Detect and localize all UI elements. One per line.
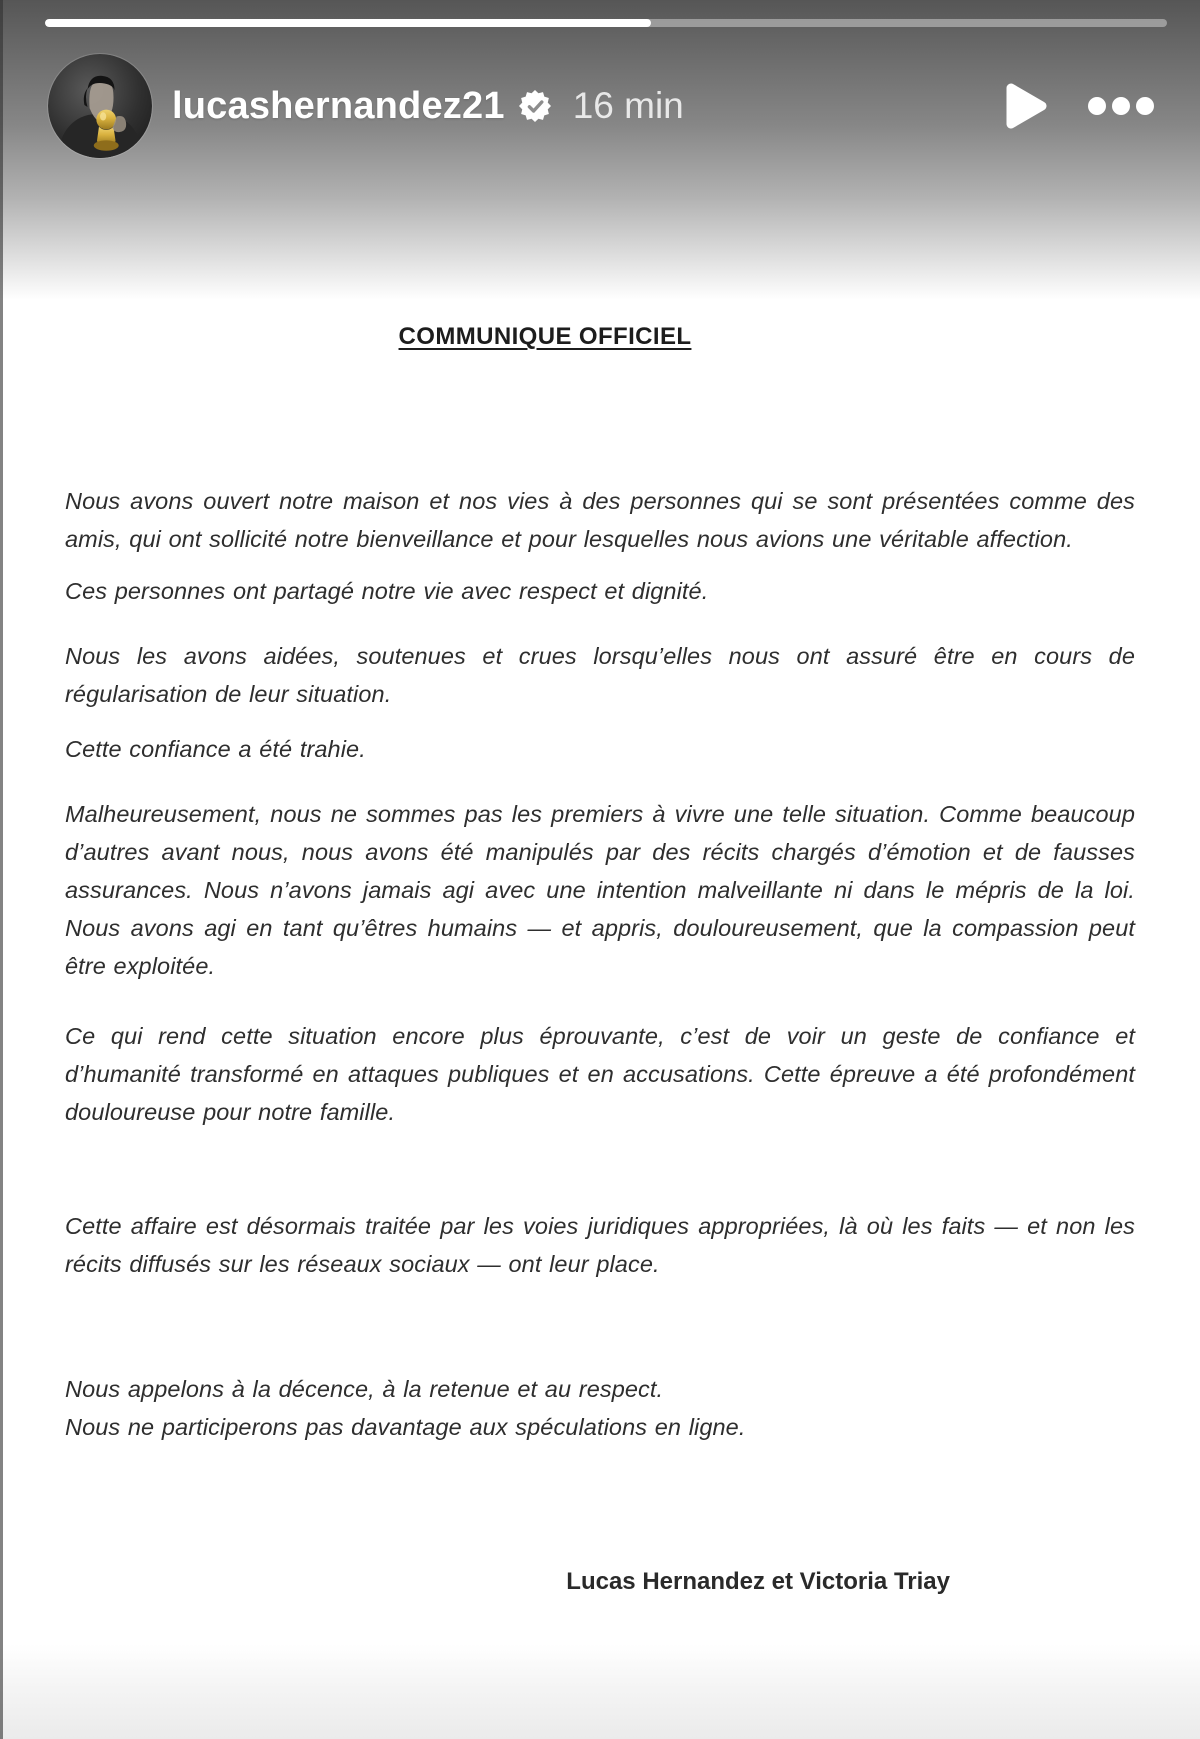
statement-paragraph: Nous les avons aidées, soutenues et crues lorsqu’elles nous ont assuré être en cours de régularisation de leur situation. xyxy=(65,643,1135,707)
username[interactable]: lucashernandez21 xyxy=(172,84,505,127)
statement-signature: Lucas Hernandez et Victoria Triay xyxy=(566,1568,950,1595)
verified-badge-icon xyxy=(519,90,551,122)
story-progress-fill xyxy=(45,19,651,27)
story-progress-bar xyxy=(45,19,1167,27)
statement-paragraph: Ce qui rend cette situation encore plus éprouvante, c’est de voir un geste de confiance et d’humanité transformé en attaques publiques et en accusations. Cette épreuve a été profondément douloureuse pour notre famille. xyxy=(65,1023,1135,1125)
story-user-row xyxy=(48,54,1160,158)
statement-paragraph: Nous avons ouvert notre maison et nos vies à des personnes qui se sont présentées comme des amis, qui ont sollicité notre bienveillance et pour lesquelles nous avions une véritable affection. xyxy=(65,488,1135,552)
avatar[interactable] xyxy=(48,54,152,158)
statement-paragraph: Cette affaire est désormais traitée par les voies juridiques appropriées, là où les faits — et non les récits diffusés sur les réseaux sociaux — ont leur place. xyxy=(65,1213,1135,1277)
statement-paragraph: Nous appelons à la décence, à la retenue et au respect. xyxy=(65,1376,664,1402)
story-header xyxy=(0,0,1200,300)
more-options-icon[interactable] xyxy=(1088,91,1154,121)
statement-body xyxy=(65,482,1135,1446)
statement-title: COMMUNIQUE OFFICIEL xyxy=(398,323,692,350)
play-icon[interactable] xyxy=(1004,82,1048,130)
avatar-photo-icon xyxy=(48,54,152,158)
bottom-fade xyxy=(0,1644,1200,1739)
official-statement-document xyxy=(0,322,1200,1597)
story-actions xyxy=(1004,82,1154,130)
story-timestamp: 16 min xyxy=(572,85,684,126)
statement-paragraph: Nous ne participerons pas davantage aux spéculations en ligne. xyxy=(65,1414,746,1440)
statement-paragraph: Ces personnes ont partagé notre vie avec respect et dignité. xyxy=(65,578,709,604)
screenshot-edge-line xyxy=(0,0,3,1739)
statement-paragraph: Cette confiance a été trahie. xyxy=(65,736,366,762)
statement-paragraph: Malheureusement, nous ne sommes pas les premiers à vivre une telle situation. Comme beaucoup d’autres avant nous, nous avons été manipulés par des récits chargés d’émotion et de fausses assurances. Nous n’avons jamais agi avec une intention malveillante ni dans le mépris de la loi. Nous avons agi en tant qu’êtres humains — et appris, douloureusement, que la compassion peut être exploitée. xyxy=(65,801,1135,979)
